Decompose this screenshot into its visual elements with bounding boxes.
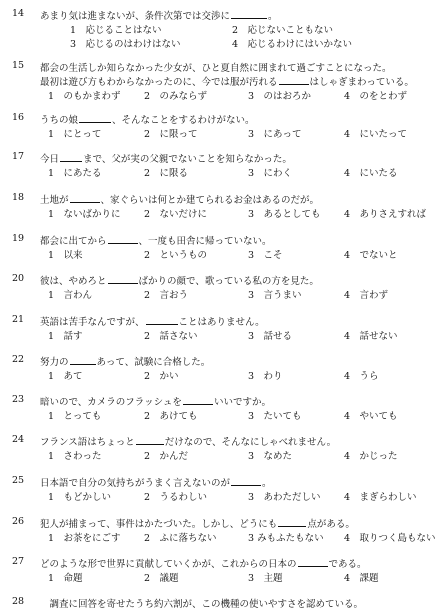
answer-option-2[interactable]: 2 話さない bbox=[144, 331, 198, 342]
question-text bbox=[40, 273, 319, 287]
answer-option-3[interactable]: 3 のはおろか bbox=[248, 91, 312, 102]
question-number: 20 bbox=[12, 273, 25, 284]
answer-option-3[interactable]: 3 あわただしい bbox=[248, 492, 321, 503]
answer-option-2[interactable]: 2 うるわしい bbox=[144, 492, 208, 503]
question-number: 23 bbox=[12, 394, 25, 405]
answer-option-1[interactable]: 1 にとって bbox=[48, 129, 102, 140]
question-text-segment: ことはありません。 bbox=[178, 317, 265, 328]
answer-option-2[interactable]: 2 というもの bbox=[144, 250, 208, 261]
question-text-segment: 調査に回答を寄せたうち約六割が、この機種の使いやすさを認めている。 bbox=[40, 599, 364, 610]
question-text bbox=[40, 233, 272, 247]
question-text-segment: いいですか。 bbox=[213, 397, 271, 408]
question-text bbox=[40, 151, 292, 165]
question-number: 17 bbox=[12, 151, 25, 162]
answer-option-4[interactable]: 4 にいたる bbox=[344, 168, 398, 179]
answer-option-1[interactable]: 1 話す bbox=[48, 331, 83, 342]
question-text-segment: 彼は、やめろと bbox=[40, 276, 107, 287]
question-number: 16 bbox=[12, 112, 25, 123]
answer-option-1[interactable]: 1 さわった bbox=[48, 451, 102, 462]
question-text-segment: 英語は苦手なんですが、 bbox=[40, 317, 145, 328]
question-text bbox=[40, 74, 414, 88]
question-text-segment: 。 bbox=[262, 478, 272, 489]
answer-option-3[interactable]: 3 応じるのはわけはない bbox=[70, 39, 181, 50]
question-text bbox=[40, 394, 271, 408]
answer-option-3[interactable]: 3 主題 bbox=[248, 573, 283, 584]
question-text-segment: 、一度も田舎に帰っていない。 bbox=[138, 236, 272, 247]
answer-blank bbox=[231, 476, 261, 486]
question-number: 18 bbox=[12, 192, 25, 203]
answer-option-4[interactable]: 4 かじった bbox=[344, 451, 398, 462]
question-text-segment: 。 bbox=[268, 11, 278, 22]
answer-option-1[interactable]: 1 にあたる bbox=[48, 168, 102, 179]
answer-option-4[interactable]: 4 話せない bbox=[344, 331, 398, 342]
question-number: 15 bbox=[12, 60, 25, 71]
answer-option-3[interactable]: 3 なめた bbox=[248, 451, 293, 462]
answer-option-2[interactable]: 2 に限る bbox=[144, 168, 189, 179]
question-text bbox=[40, 60, 392, 74]
question-text bbox=[40, 192, 319, 206]
question-text-segment: 点がある。 bbox=[307, 519, 355, 530]
answer-option-4[interactable]: 4 取りつく島もない bbox=[344, 533, 436, 544]
question-text-segment: 今日 bbox=[40, 154, 60, 165]
answer-option-1[interactable]: 1 とっても bbox=[48, 411, 102, 422]
question-text-segment: ばかりの顔で、歌っている私の方を見た。 bbox=[138, 276, 319, 287]
answer-option-1[interactable]: 1 もどかしい bbox=[48, 492, 112, 503]
answer-option-4[interactable]: 4 やいても bbox=[344, 411, 398, 422]
question-number: 27 bbox=[12, 556, 25, 567]
answer-option-1[interactable]: 1 お茶をにごす bbox=[48, 533, 121, 544]
question-text bbox=[40, 112, 255, 126]
answer-option-4[interactable]: 4 のをとわず bbox=[344, 91, 408, 102]
answer-option-4[interactable]: 4 まぎらわしい bbox=[344, 492, 417, 503]
answer-option-3[interactable]: 3 あるとしても bbox=[248, 209, 321, 220]
answer-option-4[interactable]: 4 応じるわけにはいかない bbox=[232, 39, 353, 50]
answer-option-1[interactable]: 1 応じることはない bbox=[70, 25, 162, 36]
answer-blank bbox=[70, 193, 100, 203]
answer-option-3[interactable]: 3 みもふたもない bbox=[248, 533, 324, 544]
answer-option-1[interactable]: 1 のもかまわず bbox=[48, 91, 121, 102]
answer-option-2[interactable]: 2 あけても bbox=[144, 411, 198, 422]
answer-option-3[interactable]: 3 にわく bbox=[248, 168, 293, 179]
question-text-segment: どのような形で世界に貢献していくかが、これからの日本の bbox=[40, 559, 297, 570]
question-text bbox=[40, 556, 367, 570]
answer-blank bbox=[279, 75, 309, 85]
answer-option-2[interactable]: 2 議題 bbox=[144, 573, 179, 584]
question-text-segment: うちの娘 bbox=[40, 115, 79, 126]
answer-option-2[interactable]: 2 かんだ bbox=[144, 451, 189, 462]
answer-blank bbox=[136, 435, 164, 445]
question-number: 25 bbox=[12, 475, 25, 486]
question-text-segment: 最初は遊び方もわからなかったのに、今では服が汚れる bbox=[40, 77, 278, 88]
answer-option-1[interactable]: 1 言わん bbox=[48, 290, 93, 301]
question-number: 14 bbox=[12, 8, 25, 19]
question-text-segment: はしゃぎまわっている。 bbox=[309, 77, 414, 88]
answer-option-4[interactable]: 4 ありさえすれば bbox=[344, 209, 427, 220]
question-text-segment: 犯人が捕まって、事件はかたづいた。しかし、どうにも bbox=[40, 519, 278, 530]
answer-option-1[interactable]: 1 ないばかりに bbox=[48, 209, 121, 220]
question-text-segment: 都会の生活しか知らなかった少女が、ひと夏自然に囲まれて過ごすことになった。 bbox=[40, 63, 392, 74]
answer-option-4[interactable]: 4 にいたって bbox=[344, 129, 408, 140]
question-text-segment: あって、試験に合格した。 bbox=[96, 357, 211, 368]
answer-option-3[interactable]: 3 こそ bbox=[248, 250, 283, 261]
question-text-segment: 、そんなことをするわけがない。 bbox=[112, 115, 255, 126]
answer-option-3[interactable]: 3 言うまい bbox=[248, 290, 302, 301]
answer-blank bbox=[79, 113, 111, 123]
question-text-segment: 、家ぐらいは何とか建てられるお金はあるのだが。 bbox=[100, 195, 320, 206]
answer-option-2[interactable]: 2 のみならず bbox=[144, 91, 208, 102]
question-text-segment: だけなので、そんなにしゃべれません。 bbox=[164, 437, 337, 448]
answer-option-1[interactable]: 1 命題 bbox=[48, 573, 83, 584]
answer-option-2[interactable]: 2 ふに落ちない bbox=[144, 533, 217, 544]
answer-blank bbox=[278, 517, 306, 527]
answer-option-3[interactable]: 3 たいても bbox=[248, 411, 302, 422]
question-number: 19 bbox=[12, 233, 25, 244]
question-text bbox=[40, 434, 336, 448]
question-text-segment: 都会に出てから bbox=[40, 236, 107, 247]
answer-blank bbox=[146, 315, 178, 325]
answer-option-4[interactable]: 4 課題 bbox=[344, 573, 379, 584]
answer-option-3[interactable]: 3 わり bbox=[248, 371, 283, 382]
answer-option-3[interactable]: 3 にあって bbox=[248, 129, 302, 140]
answer-blank bbox=[108, 234, 138, 244]
question-text-segment: フランス語はちょっと bbox=[40, 437, 135, 448]
question-text bbox=[40, 314, 265, 328]
answer-option-1[interactable]: 1 あて bbox=[48, 371, 83, 382]
answer-blank bbox=[183, 395, 213, 405]
question-text bbox=[40, 475, 272, 489]
answer-blank bbox=[108, 274, 138, 284]
answer-blank bbox=[298, 557, 328, 567]
question-text bbox=[40, 596, 363, 610]
question-text bbox=[40, 8, 278, 22]
answer-option-3[interactable]: 3 話せる bbox=[248, 331, 293, 342]
answer-option-2[interactable]: 2 ないだけに bbox=[144, 209, 208, 220]
question-text bbox=[40, 354, 210, 368]
answer-option-2[interactable]: 2 かい bbox=[144, 371, 179, 382]
answer-blank bbox=[60, 152, 82, 162]
answer-option-1[interactable]: 1 以来 bbox=[48, 250, 83, 261]
question-text-segment: 日本語で自分の気持ちがうまく言えないのが bbox=[40, 478, 231, 489]
answer-option-2[interactable]: 2 応じないこともない bbox=[232, 25, 334, 36]
question-number: 28 bbox=[12, 596, 25, 607]
answer-option-2[interactable]: 2 言おう bbox=[144, 290, 189, 301]
question-text-segment: 土地が bbox=[40, 195, 69, 206]
answer-option-2[interactable]: 2 に限って bbox=[144, 129, 198, 140]
question-number: 22 bbox=[12, 354, 25, 365]
question-text-segment: まで、父が実の父親でないことを知らなかった。 bbox=[83, 154, 292, 165]
answer-option-4[interactable]: 4 でないと bbox=[344, 250, 398, 261]
answer-option-4[interactable]: 4 言わず bbox=[344, 290, 389, 301]
answer-option-4[interactable]: 4 うら bbox=[344, 371, 379, 382]
question-number: 26 bbox=[12, 516, 25, 527]
question-text-segment: 暗いので、カメラのフラッシュを bbox=[40, 397, 182, 408]
answer-blank bbox=[231, 9, 267, 19]
question-text-segment: 努力の bbox=[40, 357, 69, 368]
question-text-segment: である。 bbox=[328, 559, 367, 570]
question-text bbox=[40, 516, 355, 530]
question-text-segment: あまり気は進まないが、条件次第では交渉に bbox=[40, 11, 231, 22]
answer-blank bbox=[70, 355, 96, 365]
question-number: 21 bbox=[12, 314, 25, 325]
question-number: 24 bbox=[12, 434, 25, 445]
